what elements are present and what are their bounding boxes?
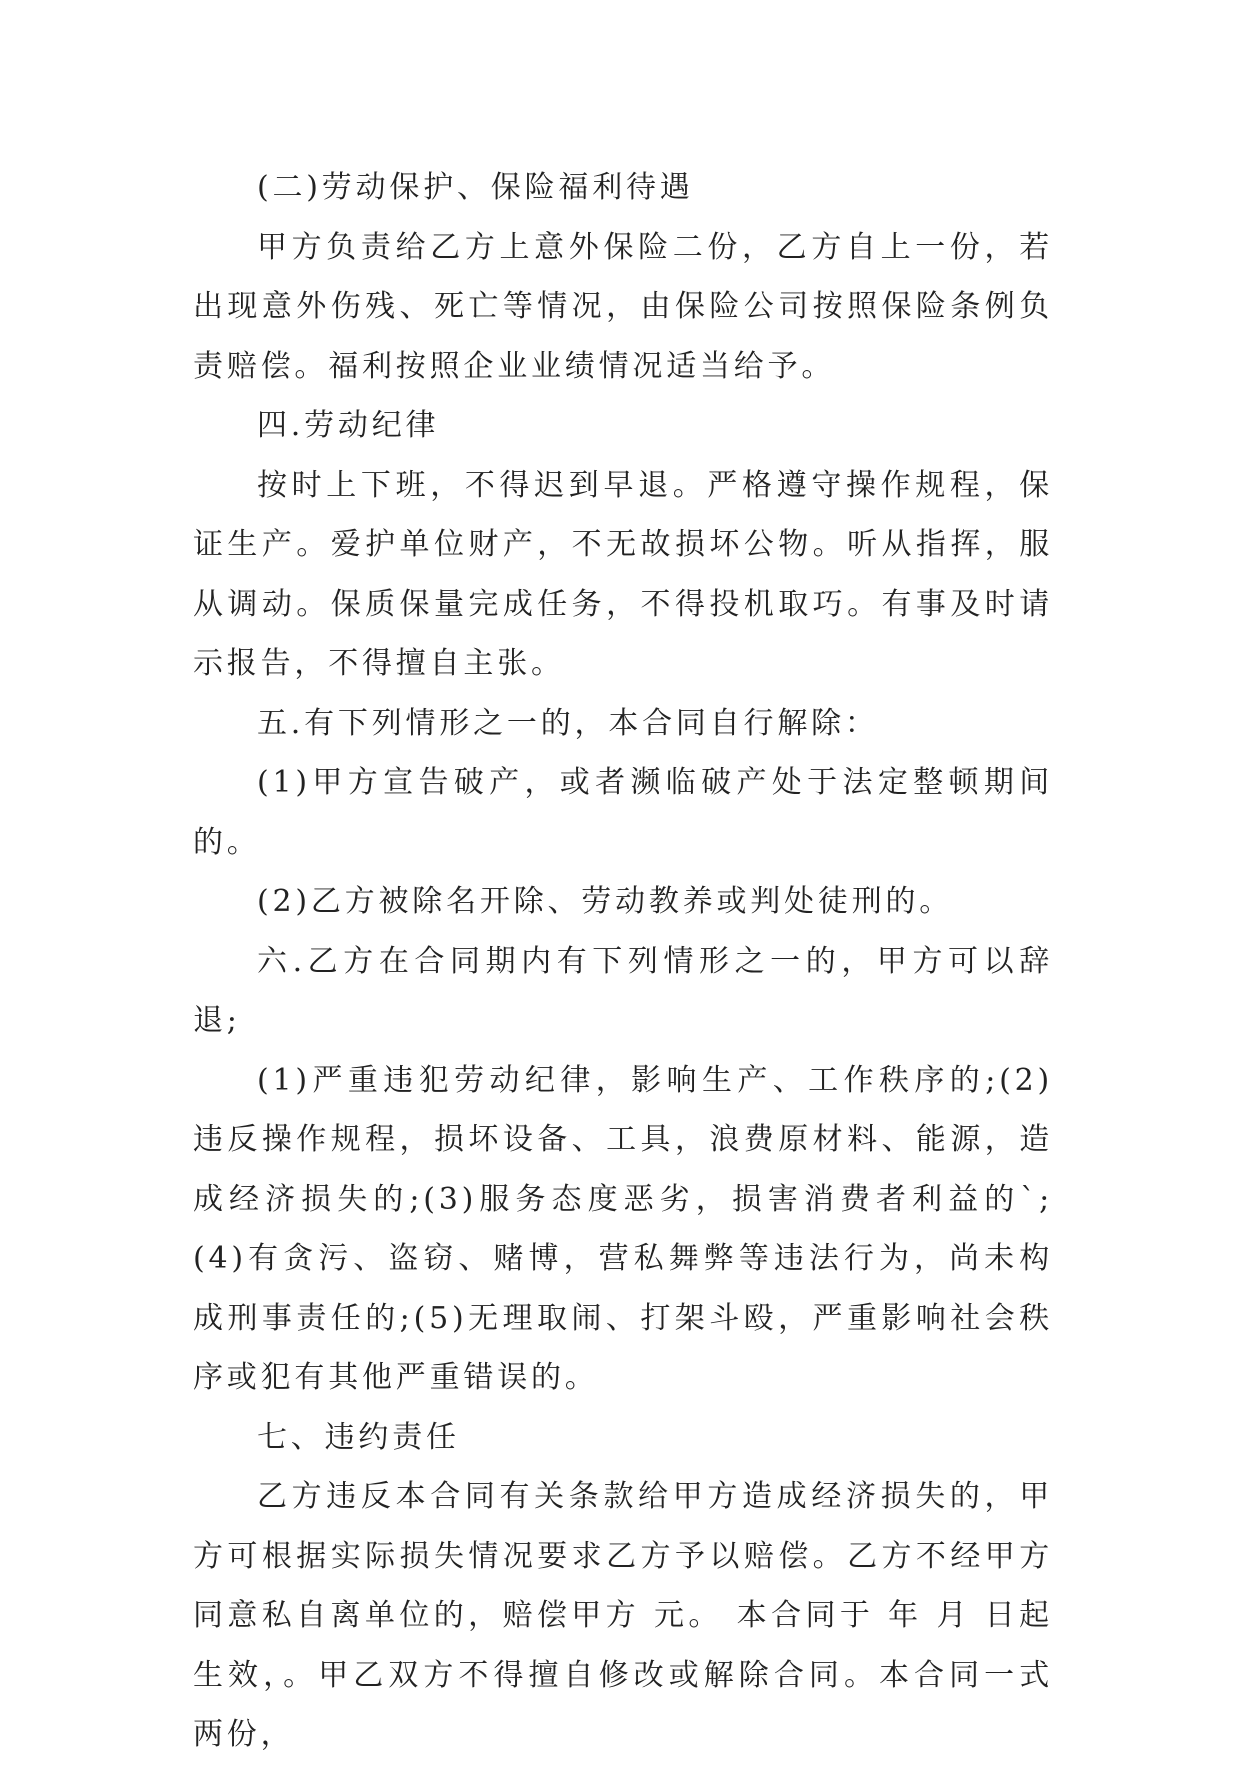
section-heading-liability: 七、违约责任: [257, 1419, 460, 1455]
paragraph-termination-2: (2)乙方被除名开除、劳动教养或判处徒刑的。: [257, 884, 954, 919]
section-heading-termination: 五.有下列情形之一的，本合同自行解除：: [257, 705, 879, 741]
paragraph-dismissal-conditions: (1)严重违犯劳动纪律，影响生产、工作秩序的;(2)违反操作规程，损坏设备、工具，浪费原材料、能源，造成经济损失的;(3)服务态度恶劣，损害消费者利益的`;(4)有贪污、盗窃、赌博，营私舞弊等违法行为，尚未构成刑事责任的;(5)无理取闹、打架斗殴，严重影响社会秩序或犯有其他严重错误的。: [193, 1062, 1053, 1395]
paragraph-discipline: 按时上下班，不得迟到早退。严格遵守操作规程，保证生产。爱护单位财产，不无故损坏公物。听从指挥，服从调动。保质保量完成任务，不得投机取巧。有事及时请示报告，不得擅自主张。: [193, 467, 1053, 681]
paragraph-termination-1: (1)甲方宣告破产，或者濒临破产处于法定整顿期间的。: [193, 765, 1053, 860]
paragraph-insurance: 甲方负责给乙方上意外保险二份，乙方自上一份，若出现意外伤残、死亡等情况，由保险公司按照保险条例负责赔偿。福利按照企业业绩情况适当给予。: [193, 229, 1053, 384]
paragraph-liability: 乙方违反本合同有关条款给甲方造成经济损失的，甲方可根据实际损失情况要求乙方予以赔偿。乙方不经甲方同意私自离单位的，赔偿甲方 元。 本合同于 年 月 日起生效，。甲乙双方不得擅自修改或解除合同。本合同一式两份，: [193, 1479, 1053, 1752]
section-heading-dismissal: 六.乙方在合同期内有下列情形之一的，甲方可以辞退;: [193, 943, 1053, 1038]
document-body: [193, 158, 1053, 1765]
section-heading-labor-protection: (二)劳动保护、保险福利待遇: [257, 170, 694, 205]
section-heading-labor-discipline: 四.劳动纪律: [257, 408, 440, 443]
